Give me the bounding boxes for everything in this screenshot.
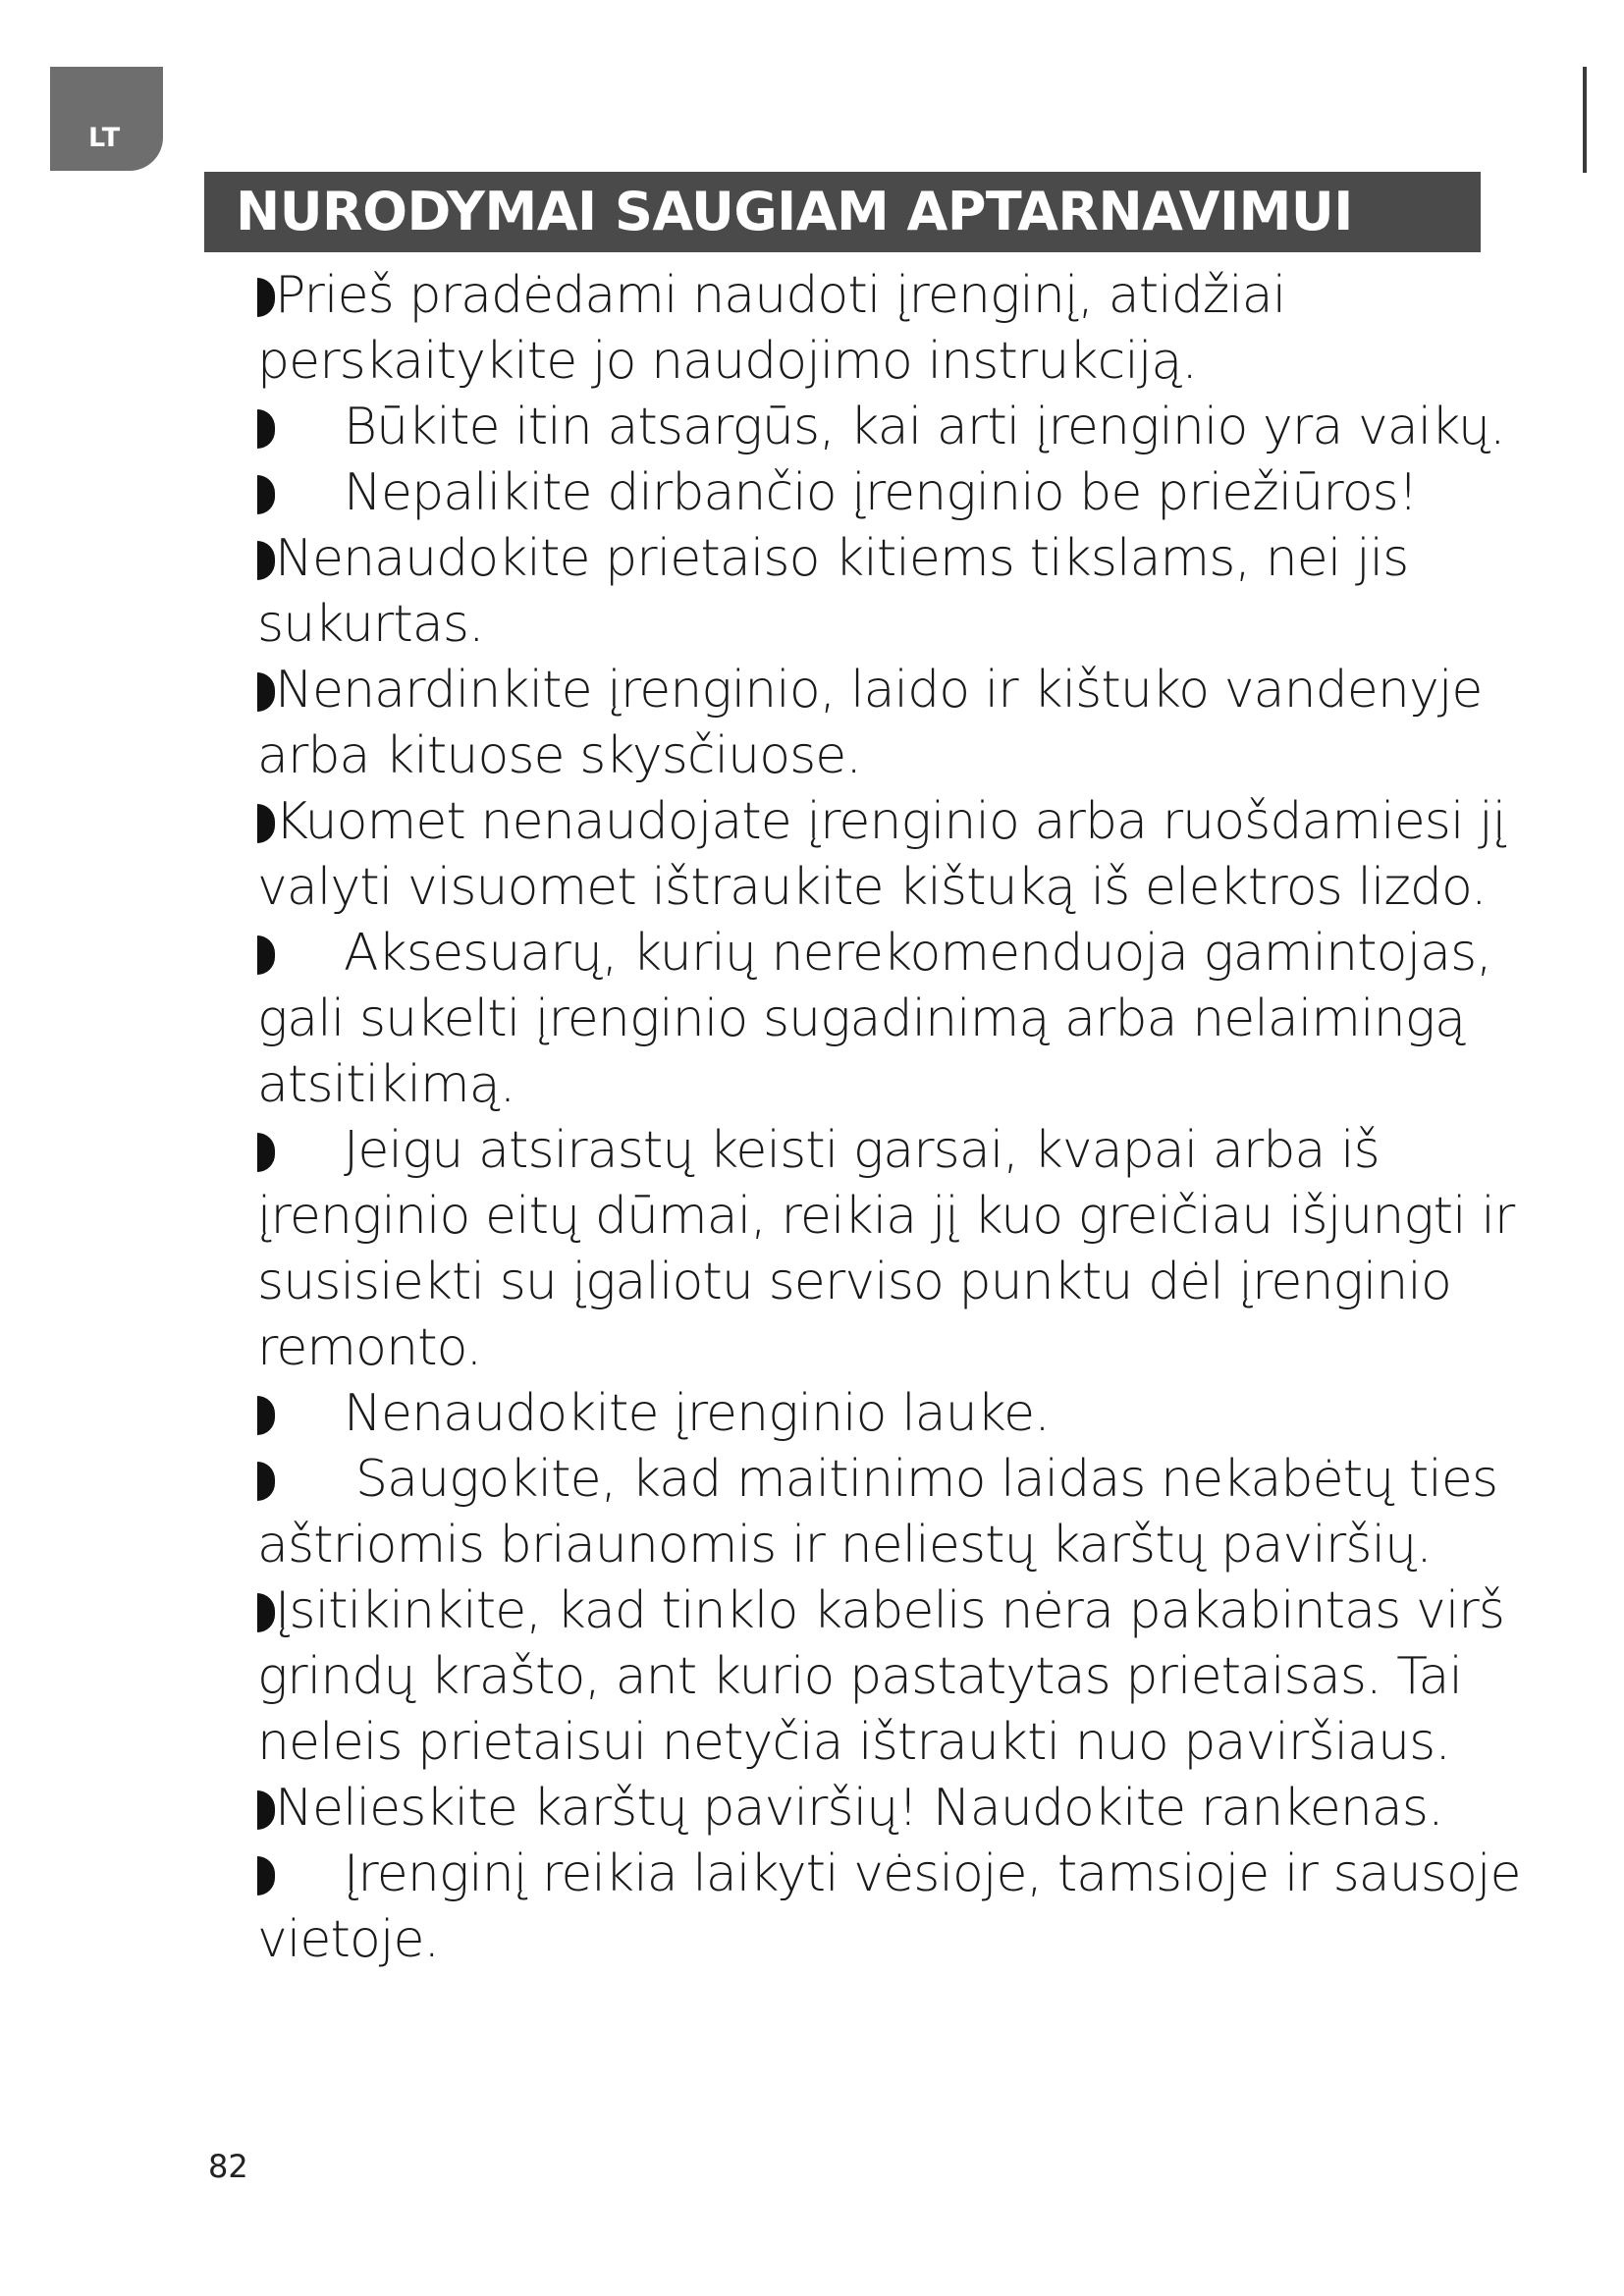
- item-text: Nepalikite dirbančio įrenginio be priežiūros!: [344, 463, 1418, 522]
- item-text: Saugokite, kad maitinimo laidas nekabėtų ties aštriomis briaunomis ir neliestų karštų paviršių.: [257, 1450, 1498, 1575]
- bullet-icon: [257, 278, 275, 317]
- page-edge-line: [1583, 67, 1587, 173]
- language-tab: LT: [50, 67, 163, 171]
- item-text: Įsitikinkite, kad tinklo kabelis nėra pakabintas virš grindų krašto, ant kurio pastatytas prietaisas. Tai neleis prietaisui netyčia ištraukti nuo paviršiaus.: [257, 1581, 1505, 1772]
- list-item: [257, 1842, 1583, 1973]
- bullet-icon: [257, 475, 275, 514]
- bullet-icon: [257, 672, 275, 712]
- item-text: Kuomet nenaudojate įrenginio arba ruošdamiesi jį valyti visuomet ištraukite kištuką iš elektros lizdo.: [257, 792, 1506, 917]
- item-text: Nenaudokite prietaiso kitiems tikslams, nei jis sukurtas.: [257, 529, 1409, 654]
- bullet-icon: [257, 1790, 275, 1830]
- list-item: [257, 1118, 1583, 1381]
- list-item: [257, 263, 1583, 395]
- bullet-icon: [257, 1593, 275, 1632]
- list-item: [257, 1447, 1583, 1578]
- bullet-icon: [257, 1462, 275, 1501]
- bullet-icon: [257, 1396, 275, 1435]
- list-item: [257, 1578, 1583, 1776]
- item-text: Įrenginį reikia laikyti vėsioje, tamsioje ir sausoje vietoje.: [257, 1844, 1521, 1969]
- list-item: [257, 460, 1583, 526]
- bullet-icon: [257, 1856, 275, 1896]
- page-number: 82: [208, 2148, 248, 2185]
- section-title: NURODYMAI SAUGIAM APTARNAVIMUI: [204, 172, 1481, 252]
- list-item: [257, 1776, 1583, 1842]
- list-item: [257, 526, 1583, 658]
- item-text: Nenaudokite įrenginio lauke.: [344, 1384, 1050, 1443]
- list-item: [257, 1381, 1583, 1447]
- list-item: [257, 921, 1583, 1118]
- bullet-icon: [257, 935, 275, 975]
- bullet-icon: [257, 409, 275, 449]
- item-text: Aksesuarų, kurių nerekomenduoja gamintojas, gali sukelti įrenginio sugadinimą arba nelaimingą atsitikimą.: [257, 924, 1491, 1114]
- list-item: [257, 789, 1583, 921]
- item-text: Prieš pradėdami naudoti įrenginį, atidžiai perskaitykite jo naudojimo instrukciją.: [257, 266, 1286, 391]
- item-text: Nelieskite karštų paviršių! Naudokite rankenas.: [275, 1779, 1443, 1838]
- safety-instructions-list: [257, 263, 1583, 1973]
- list-item: [257, 395, 1583, 460]
- list-item: [257, 658, 1583, 789]
- bullet-icon: [257, 1133, 275, 1172]
- item-text: Nenardinkite įrenginio, laido ir kištuko vandenyje arba kituose skysčiuose.: [257, 661, 1483, 785]
- item-text: Jeigu atsirastų keisti garsai, kvapai arba iš įrenginio eitų dūmai, reikia jį kuo greičiau išjungti ir susisiekti su įgaliotu serviso punktu dėl įrenginio remonto.: [257, 1121, 1515, 1377]
- bullet-icon: [257, 804, 275, 843]
- bullet-icon: [257, 541, 275, 580]
- item-text: Būkite itin atsargūs, kai arti įrenginio yra vaikų.: [344, 398, 1505, 456]
